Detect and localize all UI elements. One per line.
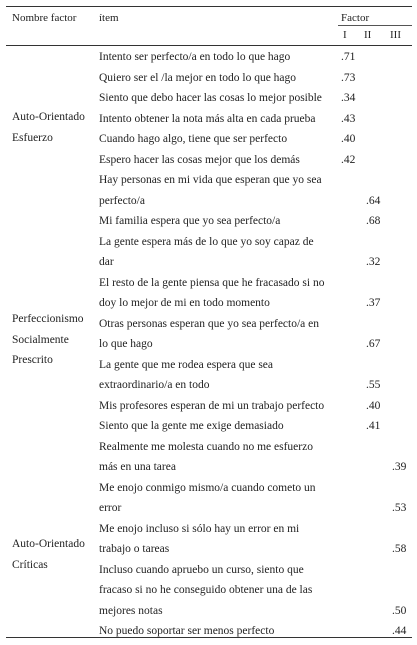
item-text: trabajo o tareas: [99, 543, 170, 555]
item-text: Hay personas en mi vida que esperan que yo sea: [99, 174, 322, 186]
top-rule: [6, 6, 412, 7]
factor-loading: .34: [341, 92, 356, 104]
factor-loading: .32: [366, 256, 381, 268]
factor-loading: .50: [392, 604, 407, 617]
factor-subrule: [338, 25, 412, 26]
item-text: La gente espera más de lo que yo soy capaz de: [99, 235, 314, 248]
factor-loading: .55: [366, 379, 381, 391]
item-text: Cuando hago algo, tiene que ser perfecto: [99, 133, 288, 145]
factor-loading: .71: [341, 51, 356, 63]
item-text: Siento que la gente me exige demasiado: [99, 420, 284, 432]
factor-loading: .40: [366, 399, 381, 412]
factor-name: Esfuerzo: [12, 131, 53, 144]
item-text: El resto de la gente piensa que he fracasado si no: [99, 276, 325, 289]
header-col-2: II: [364, 29, 372, 41]
item-text: No puedo soportar ser menos perfecto: [99, 625, 275, 637]
factor-loading: .64: [366, 194, 381, 207]
item-text: error: [99, 502, 122, 514]
item-text: Realmente me molesta cuando no me esfuerzo: [99, 440, 313, 453]
factor-loading: .39: [392, 461, 407, 473]
header-item: ítem: [99, 12, 119, 24]
item-text: Siento que debo hacer las cosas lo mejor posible: [99, 92, 322, 104]
item-text: Me enojo conmigo mismo/a cuando cometo un: [99, 481, 316, 494]
header-col-1: I: [343, 29, 347, 41]
header-factor: Factor: [341, 12, 370, 24]
item-text: La gente que me rodea espera que sea: [99, 358, 274, 371]
item-text: Quiero ser el /la mejor en todo lo que hago: [99, 71, 297, 84]
item-text: Intento obtener la nota más alta en cada prueba: [99, 112, 316, 125]
factor-loading: .37: [366, 297, 381, 309]
item-text: dar: [99, 256, 114, 268]
factor-name: Perfeccionismo: [12, 313, 84, 325]
factor-name: Socialmente: [12, 333, 69, 346]
factor-name: Auto-Orientado: [12, 538, 85, 550]
item-text: Incluso cuando apruebo un curso, siento que: [99, 563, 304, 576]
factor-loading: .42: [341, 153, 356, 166]
factor-loading: .67: [366, 338, 381, 350]
item-text: lo que hago: [99, 338, 153, 350]
header-factor-name: Nombre factor: [12, 12, 77, 24]
header-bottom-rule: [6, 45, 412, 46]
item-text: extraordinario/a en todo: [99, 379, 210, 391]
item-text: mejores notas: [99, 604, 163, 617]
item-text: fracaso si no he conseguido obtener una de las: [99, 584, 313, 596]
factor-loading: .58: [392, 543, 407, 555]
item-text: más en una tarea: [99, 461, 176, 473]
factor-name: Auto-Orientado: [12, 111, 85, 123]
item-text: Espero hacer las cosas mejor que los demás: [99, 153, 300, 166]
header-col-3: III: [390, 29, 401, 41]
item-text: Otras personas esperan que yo sea perfecto/a en: [99, 317, 319, 330]
item-text: Me enojo incluso si sólo hay un error en mi: [99, 522, 300, 535]
factor-loading: .41: [366, 420, 381, 432]
factor-loading: .40: [341, 133, 356, 145]
bottom-rule: [6, 637, 412, 638]
item-text: perfecto/a: [99, 194, 145, 207]
factor-name: Críticas: [12, 558, 48, 571]
factor-loading: .68: [366, 215, 381, 227]
item-text: Mi familia espera que yo sea perfecto/a: [99, 215, 281, 227]
factor-loading: .53: [392, 502, 407, 514]
item-text: doy lo mejor de mi en todo momento: [99, 297, 270, 309]
factor-loading: .44: [392, 625, 407, 637]
factor-loading: .73: [341, 71, 356, 84]
item-text: Mis profesores esperan de mi un trabajo perfecto: [99, 399, 325, 412]
item-text: Intento ser perfecto/a en todo lo que hago: [99, 51, 291, 63]
factor-name: Prescrito: [12, 354, 53, 366]
factor-loading: .43: [341, 112, 356, 125]
